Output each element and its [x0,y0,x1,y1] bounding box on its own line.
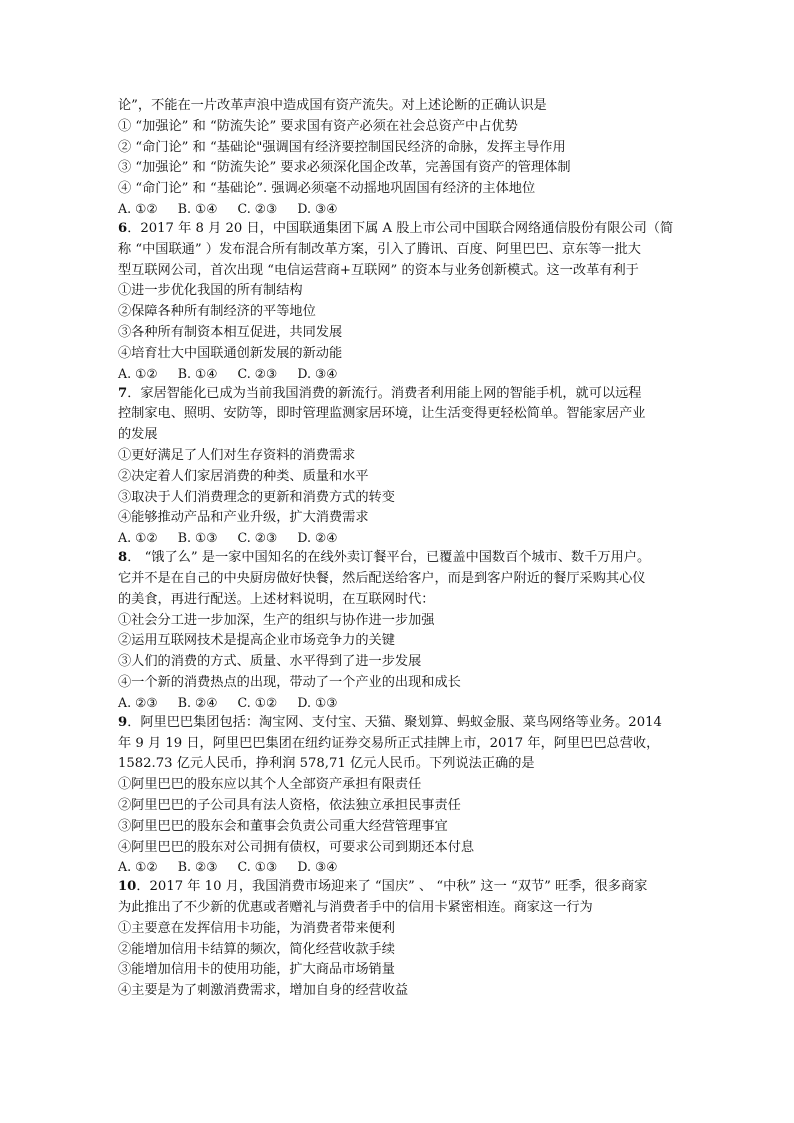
statement-4: ④主要是为了刺激消费需求，增加自身的经营收益 [118,983,409,999]
question-6 [118,219,680,383]
answer-options: A. ①② B. ②③ C. ①③ D. ③④ [118,859,338,875]
statement-1: ① “加强论” 和 “防流失论” 要求国有资产必须在社会总资产中占优势 [118,118,518,134]
question-number: 10 [118,879,137,895]
statement-2: ②能增加信用卡结算的频次，简化经营收款手续 [118,941,395,957]
statement-1: ①更好满足了人们对生存资料的消费需求 [118,447,356,463]
question-9 [118,713,680,877]
statement-3: ③各种所有制资本相互促进，共同发展 [118,324,343,340]
statement-3: ③人们的消费的方式、质量、水平得到了进一步发展 [118,654,422,670]
question-text-line: 1582.73 亿元人民币，挣利润 578,71 亿元人民币。下列说法正确的是 [118,756,535,772]
answer-options: A. ①② B. ①④ C. ②③ D. ③④ [118,365,338,381]
statement-4: ④ “命门论” 和 “基础论”. 强调必须毫不动摇地巩固国有经济的主体地位 [118,181,536,197]
question-8 [118,548,680,712]
question-text-line: 型互联网公司，首次出现 “电信运营商+互联网” 的资本与业务创新模式。这一改革有利于 [118,262,639,278]
question-text-line: 年 9 月 19 日，阿里巴巴集团在纽约证券交易所正式挂牌上市，2017 年，阿里巴巴总营收， [118,735,660,751]
question-text-line: 称 “中国联通” ）发布混合所有制改革方案，引入了腾讯、百度、阿里巴巴、京东等一批大 [118,241,641,257]
statement-1: ①阿里巴巴的股东应以其个人全部资产承担有限责任 [118,777,422,793]
statement-4: ④培育壮大中国联通创新发展的新动能 [118,345,343,361]
exam-page [118,96,680,1002]
question-text-line: ．2017 年 10 月，我国消费市场迎来了 “国庆” 、 “中秋” 这一 “双节” 旺季，很多商家 [136,879,648,895]
statement-4: ④一个新的消费热点的出现，带动了一个产业的出现和成长 [118,674,461,690]
question-text-line: 它并不是在自己的中央厨房做好快餐，然后配送给客户，而是到客户附近的餐厅采购其心仪 [118,570,646,586]
question-text-line: 控制家电、照明、安防等，即时管理监测家居环境，让生活变得更轻松简单。智能家居产业 [118,406,646,422]
question-text-line: 论”，不能在一片改革声浪中造成国有资产流失。对上述论断的正确认识是 [118,98,547,113]
question-text-line: ．阿里巴巴集团包括：淘宝网、支付宝、天猫、聚划算、蚂蚁金服、菜鸟网络等业务。2014 [127,714,662,730]
question-text-line: 的美食，再进行配送。上述材料说明，在互联网时代： [118,591,435,607]
answer-options: A. ①② B. ①③ C. ②③ D. ②④ [118,530,338,546]
question-number: 9 [118,714,128,730]
question-number: 8 [118,550,128,566]
statement-1: ①主要意在发挥信用卡功能，为消费者带来便利 [118,920,395,936]
question-number: 7 [118,385,128,401]
statement-4: ④能够推动产品和产业升级，扩大消费需求 [118,510,369,526]
statement-2: ②阿里巴巴的子公司具有法人资格，依法独立承担民事责任 [118,797,461,813]
statement-2: ②运用互联网技术是提高企业市场竞争力的关键 [118,633,395,649]
statement-3: ③取决于人们消费理念的更新和消费方式的转变 [118,489,395,505]
statement-2: ② “命门论” 和 “基础论"强调国有经济要控制国民经济的命脉，发挥主导作用 [118,139,566,155]
question-text-line: ．家居智能化已成为当前我国消费的新流行。消费者利用能上网的智能手机，就可以远程 [127,385,642,401]
statement-3: ③能增加信用卡的使用功能，扩大商品市场销量 [118,962,395,978]
answer-options: A. ②③ B. ②④ C. ①② D. ①③ [118,694,338,710]
question-text-line: 的发展 [118,427,158,443]
question-7 [118,384,680,548]
statement-4: ④阿里巴巴的股东对公司拥有债权，可要求公司到期还本付息 [118,839,475,855]
answer-options: A. ①② B. ①④ C. ②③ D. ③④ [118,200,338,216]
statement-3: ③ “加强论” 和 “防流失论” 要求必须深化国企改革，完善国有资产的管理体制 [118,160,571,176]
question-text-line: ． “饿了么” 是一家中国知名的在线外卖订餐平台，已覆盖中国数百个城市、数千万用户。 [127,550,651,566]
question-5-tail [118,96,680,218]
statement-1: ①进一步优化我国的所有制结构 [118,283,303,299]
statement-1: ①社会分工进一步加深，生产的组织与协作进一步加强 [118,612,435,628]
statement-3: ③阿里巴巴的股东会和董事会负责公司重大经营管理事宜 [118,818,448,834]
question-text-line: 为此推出了不少新的优惠或者赠礼与消费者手中的信用卡紧密相连。商家这一行为 [118,900,593,916]
statement-2: ②决定着人们家居消费的种类、质量和水平 [118,468,369,484]
question-10 [118,877,680,1002]
statement-2: ②保障各种所有制经济的平等地位 [118,304,316,320]
question-text-line: ．2017 年 8 月 20 日，中国联通集团下属 A 股上市公司中国联合网络通信股份有限公司（简 [127,220,674,236]
question-number: 6 [118,220,128,236]
